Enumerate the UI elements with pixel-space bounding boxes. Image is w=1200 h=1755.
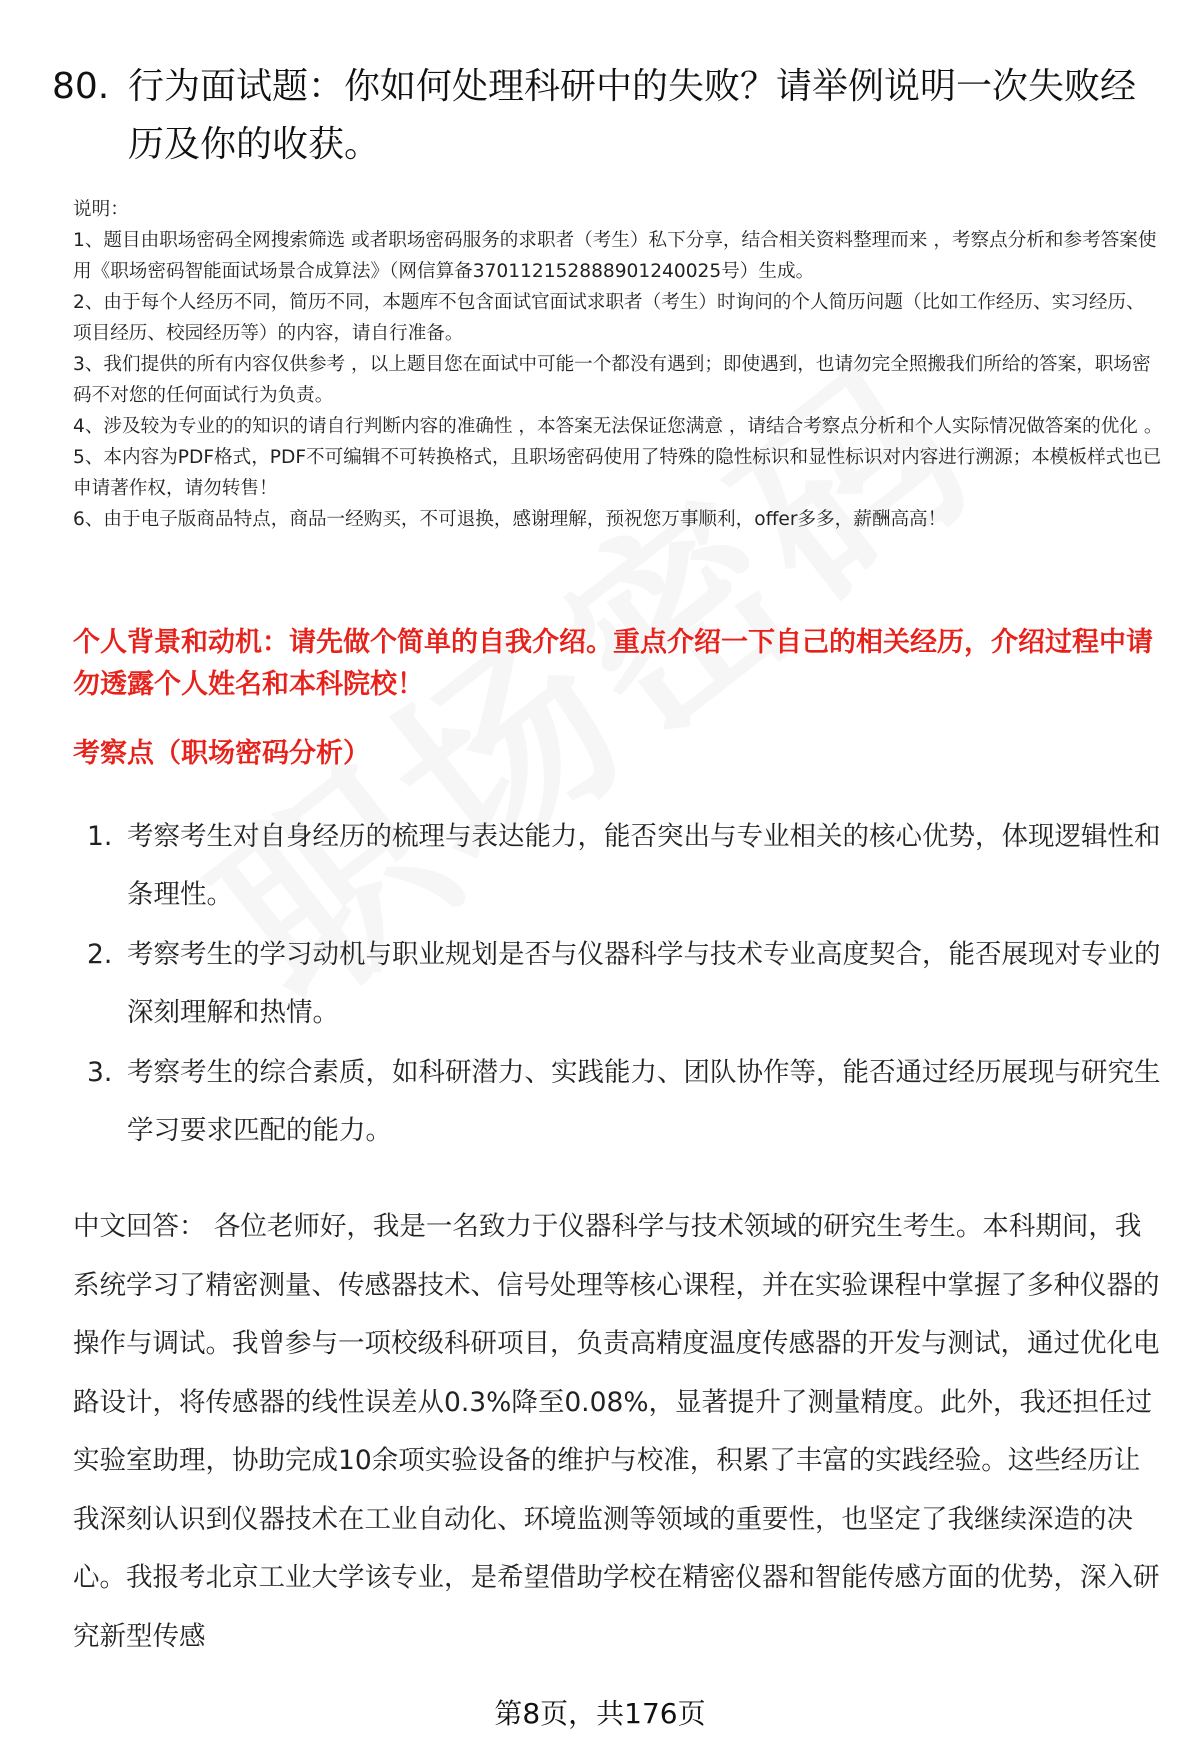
section-subheading: 考察点（职场密码分析）: [73, 738, 370, 769]
note-item: 1、题目由职场密码全网搜索筛选 或者职场密码服务的求职者（考生）私下分享，结合相关资料整理而来 ，考察点分析和参考答案使用《职场密码智能面试场景合成算法》（网信算备370112152888901240025号）生成。: [73, 230, 1157, 282]
notes-block: [73, 194, 1163, 535]
note-item: 3、我们提供的所有内容仅供参考 ，以上题目您在面试中可能一个都没有遇到；即使遇到，也请勿完全照搬我们所给的答案，职场密码不对您的任何面试行为负责。: [73, 354, 1151, 406]
question-number: 80.: [52, 66, 110, 107]
note-item: 5、本内容为PDF格式，PDF不可编辑不可转换格式，且职场密码使用了特殊的隐性标识和显性标识对内容进行溯源；本模板样式也已申请著作权，请勿转售！: [73, 447, 1162, 499]
answer-text: 各位老师好，我是一名致力于仪器科学与技术领域的研究生考生。本科期间，我系统学习了精密测量、传感器技术、信号处理等核心课程，并在实验课程中掌握了多种仪器的操作与调试。我曾参与一项校级科研项目，负责高精度温度传感器的开发与测试，通过优化电路设计，将传感器的线性误差从0.3%降至0.08%，显著提升了测量精度。此外，我还担任过实验室助理，协助完成10余项实验设备的维护与校准，积累了丰富的实践经验。这些经历让我深刻认识到仪器技术在工业自动化、环境监测等领域的重要性，也坚定了我继续深造的决心。我报考北京工业大学该专业，是希望借助学校在精密仪器和智能传感方面的优势，深入研究新型传感: [73, 1211, 1160, 1652]
list-item-text: 考察考生的综合素质，如科研潜力、实践能力、团队协作等，能否通过经历展现与研究生学习要求匹配的能力。: [127, 1057, 1161, 1146]
note-item: 2、由于每个人经历不同，简历不同，本题库不包含面试官面试求职者（考生）时询问的个人简历问题（比如工作经历、实习经历、项目经历、校园经历等）的内容，请自行准备。: [73, 292, 1145, 344]
section-heading: 个人背景和动机：请先做个简单的自我介绍。重点介绍一下自己的相关经历，介绍过程中请勿透露个人姓名和本科院校！: [73, 627, 1153, 700]
answer-label: 中文回答：: [73, 1211, 206, 1242]
page-footer: 第8页，共176页: [494, 1697, 706, 1730]
notes-heading: 说明：: [73, 199, 129, 220]
question-line-1: 行为面试题：你如何处理科研中的失败？请举例说明一次失败经: [128, 66, 1137, 107]
exam-points-list: [73, 808, 1163, 1162]
list-item-number: 2.: [87, 939, 113, 970]
list-item-text: 考察考生对自身经历的梳理与表达能力，能否突出与专业相关的核心优势，体现逻辑性和条理性。: [127, 821, 1161, 910]
note-item: 4、涉及较为专业的的知识的请自行判断内容的准确性 ，本答案无法保证您满意 ，请结合考察点分析和个人实际情况做答案的优化 。: [73, 416, 1163, 437]
list-item: [73, 926, 1163, 1042]
question-title: [52, 58, 1162, 174]
list-item: [73, 808, 1163, 924]
list-item-text: 考察考生的学习动机与职业规划是否与仪器科学与技术专业高度契合，能否展现对专业的深刻理解和热情。: [127, 939, 1161, 1028]
note-item: 6、由于电子版商品特点，商品一经购买，不可退换，感谢理解，预祝您万事顺利，offer多多，薪酬高高！: [73, 509, 947, 530]
list-item-number: 1.: [87, 821, 113, 852]
list-item: [73, 1044, 1163, 1160]
answer-block: [73, 1198, 1163, 1666]
list-item-number: 3.: [87, 1057, 113, 1088]
question-line-2: 历及你的收获。: [128, 124, 381, 165]
